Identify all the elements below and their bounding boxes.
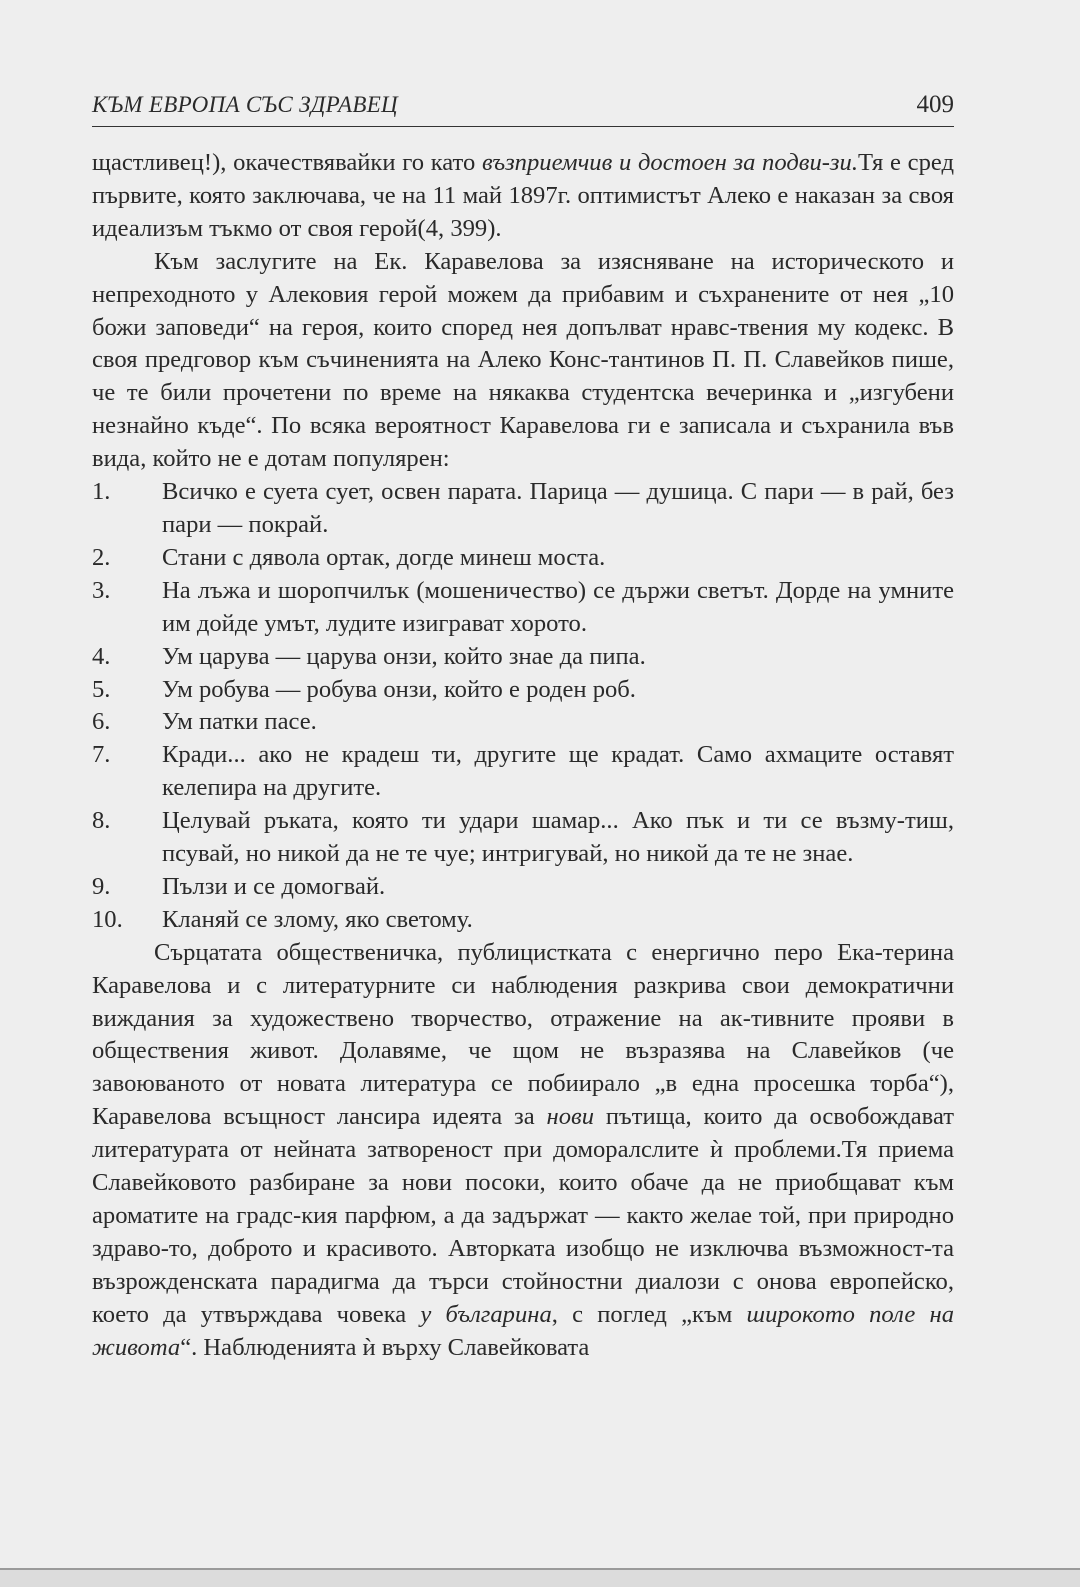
running-title: КЪМ ЕВРОПА СЪС ЗДРАВЕЦ (92, 92, 398, 117)
paragraph-continued (92, 147, 954, 246)
list-text: Кланяй се злому, яко светому. (162, 905, 473, 933)
list-number: 6. (92, 708, 111, 736)
scan-bottom-band (0, 1570, 1080, 1587)
list-number: 7. (92, 741, 111, 769)
list-text: На лъжа и шоропчилък (мошеничество) се държи светът. Дорде на умните им дойде умът, лудите изиграват хорото. (162, 576, 954, 637)
list-number: 3. (92, 576, 111, 604)
list-text: Ум патки пасе. (162, 708, 317, 736)
list-item (92, 739, 954, 805)
list-item (92, 674, 954, 707)
page-body (92, 147, 954, 1365)
list-text: Кради... ако не крадеш ти, другите ще крадат. Само ахмаците оставят келепира на другите. (162, 741, 954, 802)
list-item (92, 575, 954, 641)
paragraph-commandments-intro: Към заслугите на Ек. Каравелова за изясняване на историческото и непреходното у Алековия герой можем да прибавим и съхранените от нея „10 божи заповеди“ на героя, които според нея допълват нравс-твения му кодекс. В своя предговор към съчиненията на Алеко Конс-тантинов П. П. Славейков пише, че те били прочетени по време на някаква студентска вечеринка и „изгубени незнайно къде“. По всяка вероятност Каравелова ги е записала и съхранила във вида, който не е дотам популярен: (92, 247, 954, 473)
list-text: Целувай ръката, която ти удари шамар... Ако пък и ти се възму-тиш, псувай, но никой да не те чуе; интригувай, но никой да те не знае. (162, 807, 954, 868)
p1-italic: възприемчив и достоен за подви-зи. (481, 149, 858, 176)
list-item (92, 542, 954, 575)
page-number: 409 (916, 91, 954, 118)
p3-text-a: Сърцатата общественичка, публицистката с енергично перо Ека-терина Каравелова и с литературните си наблюдения разкрива свои демократични виждания за художествено творчество, отражение на ак-тивните прояви в обществения живот. Долавяме, че щом не възразява на Славейков (че завоюваното от новата литература се побиирало „в една просешка торба“), Каравелова всъщност лансира идеята за (92, 938, 954, 1131)
p1-text-a: щастливец!), окачествявайки го като (92, 149, 482, 176)
list-item (92, 476, 954, 542)
p3-italic-2: у българина (420, 1300, 552, 1328)
list-text: Пълзи и се домогвай. (162, 872, 386, 900)
list-item (92, 904, 954, 937)
list-number: 10. (92, 905, 123, 933)
list-text: Всичко е суета сует, освен парата. Парица — душица. С пари — в рай, без пари — покрай. (162, 478, 954, 538)
running-header (92, 84, 954, 127)
p3-text-d: “. Наблюденията ѝ върху Славейковата (180, 1333, 590, 1361)
p1-text-b: Тя е сред първите, която заключава, че на 11 май 1897г. оптимистът Алеко е наказан за своя идеализъм тъкмо от своя герой(4, 399). (92, 149, 954, 242)
commandments-list (92, 476, 954, 937)
p3-text-b: пътища, които да освобождават литературата от нейната затвореност при доморалслите ѝ проблеми.Тя приема Славейковото разбиране за нови посоки, които обаче да не приобщават към ароматите на градс-кия парфюм, а да задържат — както желае той, при природно здраво-то, доброто и красивото. Авторката изобщо не изключва възможност-та възрожденската парадигма да търси стойностни диалози с онова европейско, което да утвърждава човека (92, 1103, 954, 1328)
list-item (92, 871, 954, 904)
paragraph-karavelova (92, 937, 954, 1365)
list-item (92, 706, 954, 739)
list-number: 1. (92, 478, 111, 506)
p3-italic-3: широкото поле на живота (92, 1300, 955, 1361)
list-number: 2. (92, 543, 111, 571)
list-number: 9. (92, 872, 111, 900)
list-item (92, 805, 954, 871)
list-text: Ум робува — робува онзи, който е роден роб. (162, 675, 636, 703)
list-item (92, 641, 954, 674)
p3-text-c: , с поглед „към (551, 1300, 747, 1328)
list-number: 8. (92, 807, 111, 835)
list-number: 5. (92, 675, 111, 703)
list-text: Ум царува — царува онзи, който знае да пипа. (162, 642, 646, 670)
list-text: Стани с дявола ортак, догде минеш моста. (162, 543, 606, 571)
list-number: 4. (92, 642, 111, 670)
p3-italic-1: нови (546, 1103, 594, 1131)
